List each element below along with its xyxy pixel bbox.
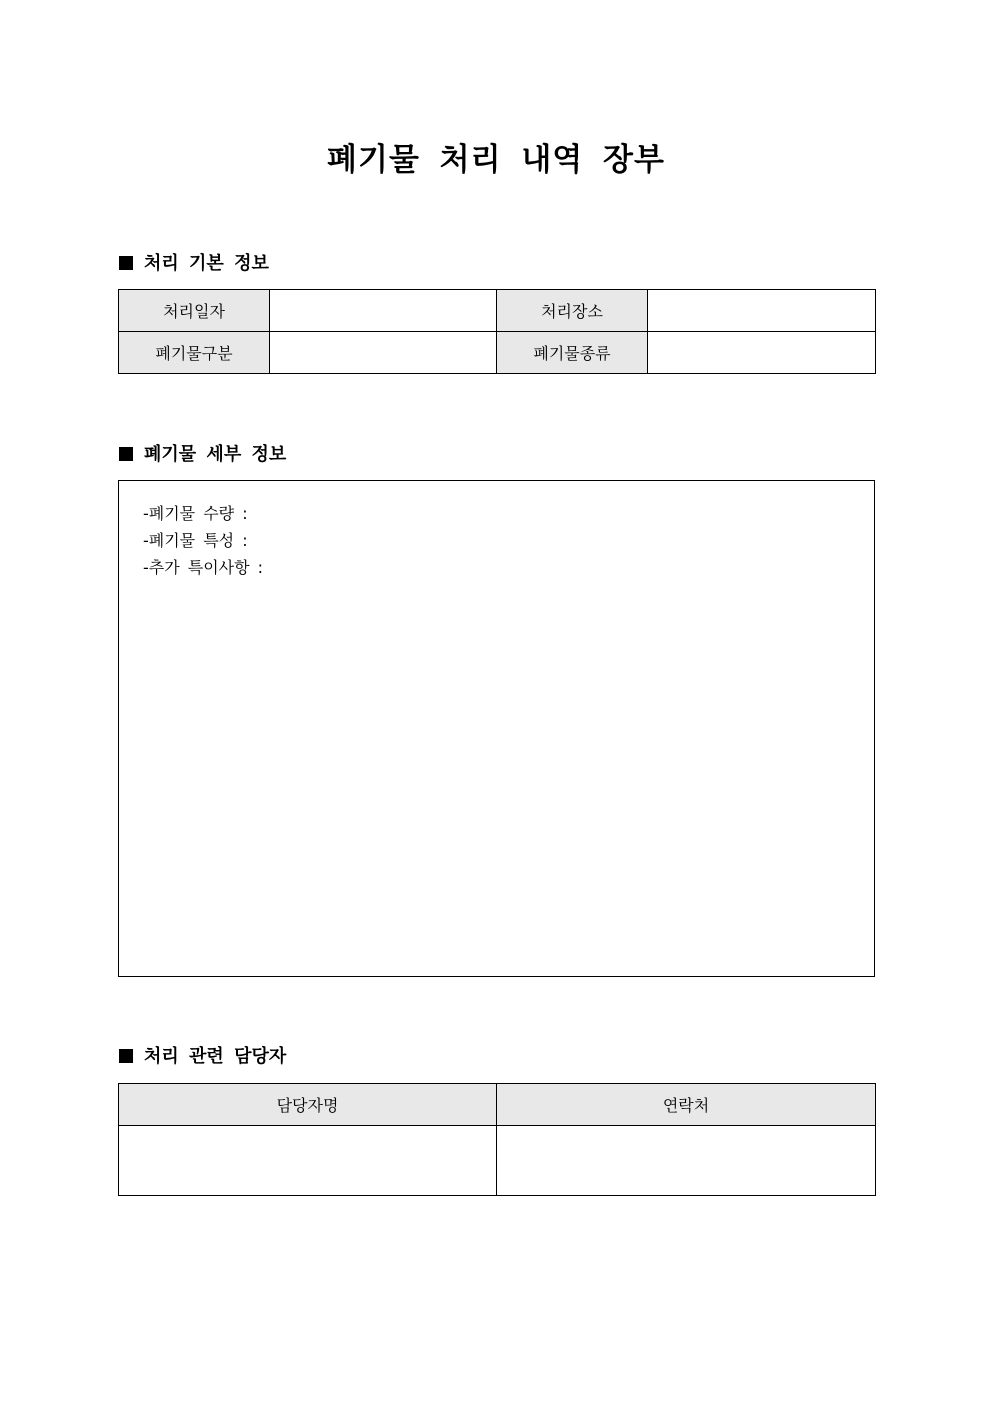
page-title: 폐기물 처리 내역 장부 <box>327 142 665 178</box>
contact-field[interactable] <box>497 1126 876 1196</box>
staff-name-field[interactable] <box>119 1126 497 1196</box>
staff-name-header: 담당자명 <box>119 1084 497 1126</box>
table-header-row <box>119 1084 876 1126</box>
waste-category-label: 폐기물구분 <box>119 332 270 374</box>
basic-info-table <box>118 289 876 374</box>
square-bullet-icon <box>119 447 133 461</box>
table-row <box>119 1126 876 1196</box>
waste-category-field[interactable] <box>270 332 497 374</box>
staff-info-heading-label: 처리 관련 담당자 <box>144 1046 287 1067</box>
processing-place-field[interactable] <box>648 290 876 332</box>
detail-info-heading <box>119 444 286 466</box>
detail-info-heading-label: 폐기물 세부 정보 <box>144 444 287 465</box>
waste-quantity-line: -폐기물 수량 : <box>143 504 248 523</box>
square-bullet-icon <box>119 1049 133 1063</box>
detail-lines <box>143 500 263 581</box>
basic-info-heading <box>119 253 269 275</box>
processing-place-label: 처리장소 <box>497 290 648 332</box>
detail-info-box[interactable] <box>118 480 875 977</box>
basic-info-heading-label: 처리 기본 정보 <box>144 253 269 274</box>
waste-type-field[interactable] <box>648 332 876 374</box>
contact-header: 연락처 <box>497 1084 876 1126</box>
processing-date-field[interactable] <box>270 290 497 332</box>
additional-notes-line: -추가 특이사항 : <box>143 558 264 577</box>
table-row <box>119 332 876 374</box>
waste-characteristics-line: -폐기물 특성 : <box>143 531 248 550</box>
processing-date-label: 처리일자 <box>119 290 270 332</box>
square-bullet-icon <box>119 256 133 270</box>
staff-table <box>118 1083 876 1196</box>
staff-info-heading <box>119 1046 286 1068</box>
table-row <box>119 290 876 332</box>
waste-type-label: 폐기물종류 <box>497 332 648 374</box>
